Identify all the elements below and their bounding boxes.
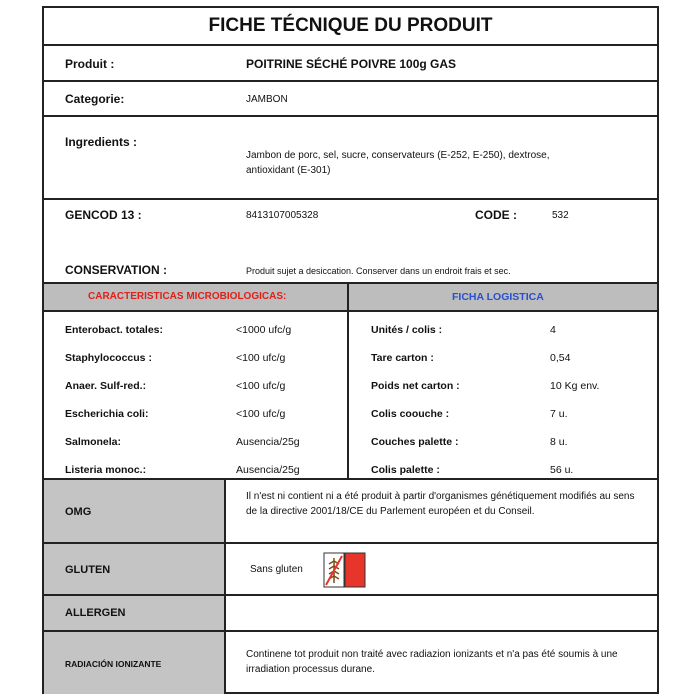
micro-value: <100 ufc/g <box>236 408 286 420</box>
produit-value: POITRINE SÉCHÉ POIVRE 100g GAS <box>246 57 457 71</box>
logistica-name: Tare carton : <box>371 352 434 364</box>
micro-name: Salmonela: <box>65 436 122 448</box>
specs-divider <box>347 284 349 478</box>
micro-name: Staphylococcus : <box>65 352 152 364</box>
allergen-label: ALLERGEN <box>65 607 126 619</box>
ingredients-value-line2: antioxidant (E-301) <box>246 165 331 176</box>
gluten-row <box>44 544 657 596</box>
ingredients-row <box>44 117 657 200</box>
logistica-value: 0,54 <box>550 352 571 364</box>
micro-value: Ausencia/25g <box>236 464 300 476</box>
omg-row <box>44 480 657 544</box>
gluten-free-icon <box>323 552 367 593</box>
micro-name: Anaer. Sulf-red.: <box>65 380 147 392</box>
logistica-name: Colis coouche : <box>371 408 450 420</box>
produit-row <box>44 46 657 82</box>
radiacion-divider <box>224 632 226 694</box>
specs-section <box>44 284 657 480</box>
logistica-value: 10 Kg env. <box>550 380 600 392</box>
gencod-value: 8413107005328 <box>246 210 319 221</box>
micro-name: Escherichia coli: <box>65 408 149 420</box>
gencod-conservation-row <box>44 200 657 284</box>
page-title: FICHE TÉCNIQUE DU PRODUIT <box>208 15 493 36</box>
logistica-value: 7 u. <box>550 408 568 420</box>
allergen-divider <box>224 596 226 630</box>
gluten-divider <box>224 544 226 594</box>
omg-label: OMG <box>65 506 92 518</box>
categorie-label: Categorie: <box>65 92 125 106</box>
logistica-value: 56 u. <box>550 464 574 476</box>
categorie-row <box>44 82 657 117</box>
radiacion-value: Continene tot produit non traité avec radiazion ionizants et n'a pas été soumis à une irradiation processus durane. <box>246 649 618 675</box>
radiacion-label: RADIACIÓN IONIZANTE <box>65 659 162 669</box>
logistica-header: FICHA LOGISTICA <box>452 291 544 303</box>
omg-value: Il n'est ni contient ni a été produit à partir d'organismes génétiquement modifiés au sens de la directive 2001/18/CE du Parlement européen et du Conseil. <box>246 491 635 517</box>
logistica-name: Poids net carton : <box>371 380 460 392</box>
logistica-name: Couches palette : <box>371 436 459 448</box>
gluten-value: Sans gluten <box>250 564 303 575</box>
micro-header: CARACTERISTICAS MICROBIOLOGICAS: <box>88 291 287 302</box>
header-divider <box>44 310 657 312</box>
gluten-label: GLUTEN <box>65 564 111 576</box>
logistica-value: 4 <box>550 324 556 336</box>
micro-name: Listeria monoc.: <box>65 464 147 476</box>
produit-label: Produit : <box>65 57 115 71</box>
product-sheet <box>42 6 659 694</box>
categorie-value: JAMBON <box>246 94 288 105</box>
logistica-value: 8 u. <box>550 436 568 448</box>
micro-value: <1000 ufc/g <box>236 324 292 336</box>
ingredients-label: Ingredients : <box>65 135 138 149</box>
micro-value: Ausencia/25g <box>236 436 300 448</box>
conservation-value: Produit sujet a desiccation. Conserver dans un endroit frais et sec. <box>246 266 511 276</box>
micro-value: <100 ufc/g <box>236 352 286 364</box>
ingredients-value-line1: Jambon de porc, sel, sucre, conservateurs (E-252, E-250), dextrose, <box>246 150 550 161</box>
conservation-label: CONSERVATION : <box>65 263 168 277</box>
title-row <box>44 8 657 46</box>
radiacion-row <box>44 632 657 694</box>
logistica-name: Colis palette : <box>371 464 440 476</box>
micro-name: Enterobact. totales: <box>65 324 164 336</box>
allergen-row <box>44 596 657 632</box>
micro-value: <100 ufc/g <box>236 380 286 392</box>
code-label: CODE : <box>475 208 517 222</box>
logistica-name: Unités / colis : <box>371 324 443 336</box>
code-value: 532 <box>552 210 569 221</box>
gencod-label: GENCOD 13 : <box>65 208 142 222</box>
omg-divider <box>224 480 226 542</box>
